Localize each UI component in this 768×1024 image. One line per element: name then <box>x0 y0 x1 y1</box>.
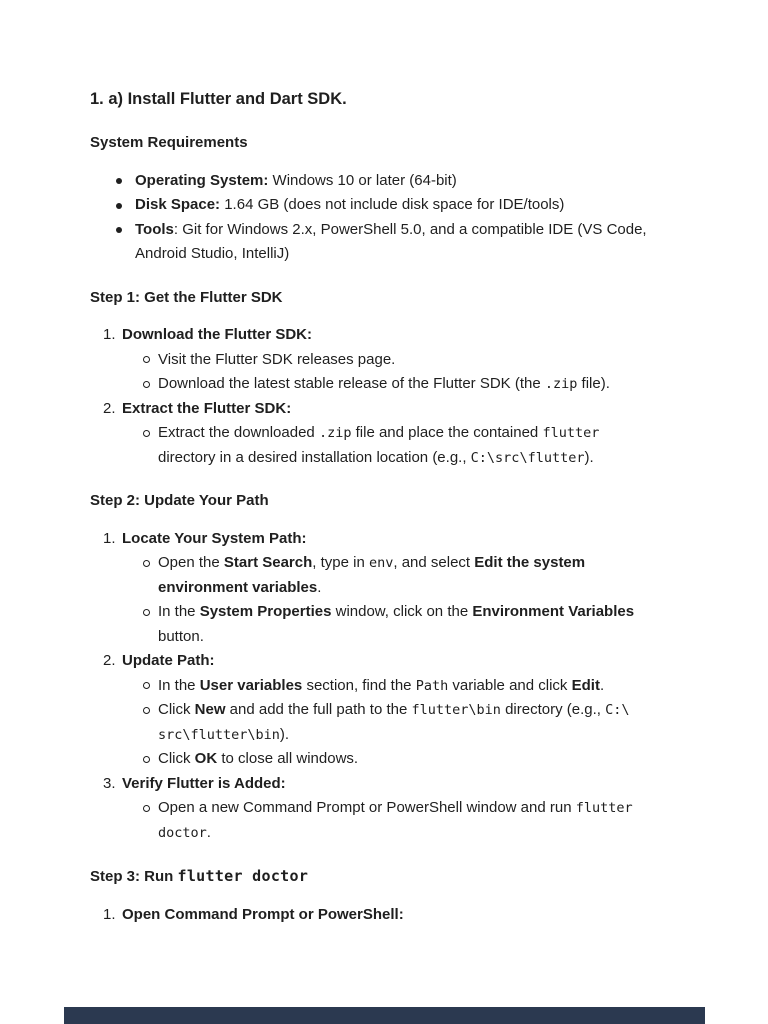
text-run: to close all windows. <box>217 750 359 767</box>
inline-code: .zip <box>544 376 578 392</box>
list-item <box>90 747 706 772</box>
list-item-text <box>158 603 634 645</box>
text-run: Download the latest stable release of the Flutter SDK (the <box>158 375 545 392</box>
section-heading-step-3 <box>90 864 706 890</box>
list-item <box>90 772 706 797</box>
text-run: . <box>206 823 211 841</box>
list-item <box>90 169 706 194</box>
inline-code: .zip <box>318 425 352 441</box>
list-item <box>90 600 706 649</box>
list-number: 2. <box>103 652 116 669</box>
hollow-bullet-icon <box>143 609 150 616</box>
text-run: section, find the <box>302 676 416 694</box>
bold-text-run: environment variables <box>158 578 318 596</box>
text-run: directory in a desired installation location (e.g., <box>158 448 471 466</box>
text-run: . <box>317 578 322 596</box>
list-item <box>90 527 706 552</box>
list-number: 1. <box>103 529 116 547</box>
list-item-text <box>135 221 647 263</box>
list-item <box>90 372 706 397</box>
inline-code: env <box>368 555 394 571</box>
bold-text-run: Tools <box>135 220 174 238</box>
list-item <box>90 674 706 699</box>
inline-code: C:\src\flutter <box>470 449 585 466</box>
bullet-icon <box>116 178 122 184</box>
text-run: directory (e.g., <box>500 701 606 718</box>
list-item-text <box>122 652 215 669</box>
list-item <box>90 551 706 600</box>
step-3-list <box>90 903 706 928</box>
inline-code: flutter <box>575 800 633 816</box>
section-heading-system-requirements <box>90 131 706 156</box>
list-item-text <box>135 196 564 213</box>
hollow-bullet-icon <box>143 805 150 812</box>
bold-text-run: Locate Your System Path: <box>122 529 307 547</box>
bold-text-run: Step 2: Update Your Path <box>90 492 269 509</box>
list-item-text <box>158 701 630 743</box>
hollow-bullet-icon <box>143 682 150 689</box>
text-run: ). <box>584 448 594 466</box>
bold-text-run: Edit the system <box>474 554 586 571</box>
list-item-text <box>158 351 395 368</box>
hollow-bullet-icon <box>143 381 150 388</box>
list-number: 3. <box>103 774 116 792</box>
list-number: 1. <box>103 326 116 343</box>
bullet-icon <box>116 203 122 209</box>
bold-text-run: Verify Flutter is Added: <box>122 774 286 792</box>
text-run: file and place the contained <box>351 424 543 441</box>
list-item <box>90 649 706 674</box>
text-run: variable and click <box>448 676 572 694</box>
inline-code: flutter\bin <box>411 702 501 718</box>
step-1-list <box>90 323 706 470</box>
list-item-text <box>122 775 286 792</box>
bold-text-run: Step 1: Get the Flutter SDK <box>90 288 283 306</box>
list-item <box>90 323 706 348</box>
bold-text-run: Disk Space: <box>135 196 221 213</box>
list-item-text <box>158 799 633 841</box>
bold-text-run: Edit <box>571 676 600 694</box>
bold-text-run: Extract the Flutter SDK: <box>122 399 292 417</box>
bold-text-run: System Properties <box>199 603 332 620</box>
bold-text-run: Start Search <box>223 554 313 571</box>
document-body <box>90 87 706 927</box>
text-run: In the <box>158 603 200 620</box>
hollow-bullet-icon <box>143 756 150 763</box>
bold-text-run: Operating System: <box>135 171 269 189</box>
text-run: : Git for Windows 2.x, PowerShell 5.0, and a compatible IDE (VS Code, <box>173 220 647 238</box>
list-item-text <box>158 424 599 466</box>
system-requirements-list <box>90 169 706 267</box>
bold-text-run: Step 3: Run <box>90 868 178 885</box>
list-item <box>90 348 706 373</box>
list-item-text <box>158 375 610 392</box>
text-run: Visit the Flutter SDK releases page. <box>158 350 396 368</box>
hollow-bullet-icon <box>143 430 150 437</box>
bullet-icon <box>116 227 122 233</box>
text-run: and add the full path to the <box>225 701 412 718</box>
bold-text-run: 1. a) Install Flutter and Dart SDK. <box>90 90 347 108</box>
inline-code: Path <box>415 677 449 694</box>
section-heading-step-2 <box>90 489 706 514</box>
text-run: window, click on the <box>331 603 473 620</box>
list-item <box>90 218 706 267</box>
text-run: . <box>599 676 605 694</box>
list-item-text <box>122 530 307 547</box>
text-run: Windows 10 or later (64-bit) <box>268 171 457 189</box>
list-item <box>90 397 706 422</box>
text-run: Click <box>158 750 195 767</box>
hollow-bullet-icon <box>143 560 150 567</box>
list-item <box>90 698 706 747</box>
text-run: button. <box>158 627 204 645</box>
page-title <box>90 87 706 112</box>
list-item <box>90 903 706 928</box>
list-number: 2. <box>103 399 116 417</box>
next-page-content-edge <box>64 1007 705 1024</box>
text-run: Open a new Command Prompt or PowerShell window and run <box>158 799 576 816</box>
inline-code: C:\ <box>605 702 630 718</box>
text-run: , and select <box>393 554 475 571</box>
inline-code: flutter doctor <box>177 867 309 885</box>
text-run: Click <box>158 701 195 718</box>
list-item-text <box>122 906 404 923</box>
list-item-text <box>122 400 291 417</box>
text-run: Open the <box>158 554 224 571</box>
list-item-text <box>158 677 604 694</box>
bold-text-run: New <box>194 701 226 718</box>
hollow-bullet-icon <box>143 707 150 714</box>
step-2-list <box>90 527 706 846</box>
bold-text-run: Update Path: <box>122 652 215 669</box>
list-item <box>90 193 706 218</box>
inline-code: src\flutter\bin <box>158 726 280 743</box>
inline-code: flutter <box>542 425 600 441</box>
text-run: ). <box>279 725 290 743</box>
bold-text-run: Download the Flutter SDK: <box>122 326 312 343</box>
list-item <box>90 421 706 470</box>
text-run: file). <box>577 375 610 392</box>
text-run: In the <box>158 676 200 694</box>
list-item-text <box>122 326 312 343</box>
bold-text-run: OK <box>194 750 218 767</box>
list-item-text <box>158 554 585 596</box>
list-item <box>90 796 706 845</box>
hollow-bullet-icon <box>143 356 150 363</box>
bold-text-run: User variables <box>199 676 303 694</box>
bold-text-run: Open Command Prompt or PowerShell: <box>122 905 404 923</box>
text-run: Extract the downloaded <box>158 424 319 441</box>
bold-text-run: Environment Variables <box>472 603 635 620</box>
list-item-text <box>135 172 457 189</box>
list-number: 1. <box>103 905 116 923</box>
text-run: , type in <box>312 554 369 571</box>
list-item-text <box>158 750 358 767</box>
bold-text-run: System Requirements <box>90 134 248 151</box>
text-run: Android Studio, IntelliJ) <box>135 245 290 262</box>
section-heading-step-1 <box>90 286 706 311</box>
inline-code: doctor <box>158 824 207 841</box>
text-run: 1.64 GB (does not include disk space for IDE/tools) <box>220 196 565 213</box>
